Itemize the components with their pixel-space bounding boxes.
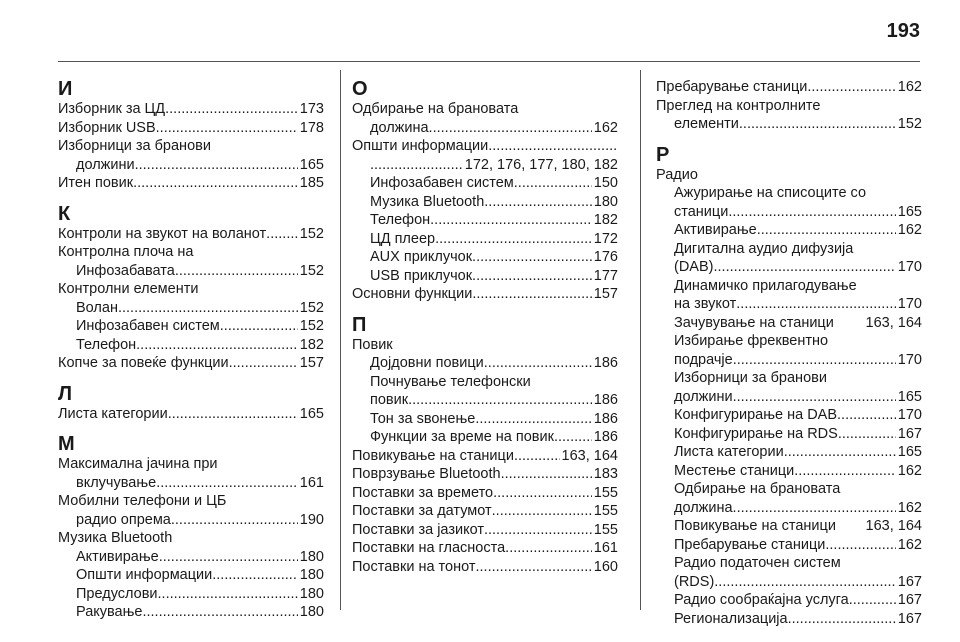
index-term: Радио xyxy=(656,166,698,183)
index-letter-heading: Р xyxy=(656,143,670,166)
index-entry xyxy=(58,174,324,193)
index-subentry xyxy=(58,585,324,604)
page-reference: 170 xyxy=(897,296,922,312)
index-term: на звукот xyxy=(674,296,737,312)
page-reference: 165 xyxy=(299,405,324,422)
page-reference: 157 xyxy=(299,355,324,371)
page-reference: 167 xyxy=(897,592,922,608)
index-term: USB приклучок xyxy=(370,267,473,284)
index-term: Мобилни телефони и ЦБ xyxy=(58,493,227,509)
index-term: Телефон xyxy=(76,336,137,353)
index-term: повик xyxy=(370,392,409,408)
index-term: Поставки за датумот xyxy=(352,503,492,519)
header-rule xyxy=(58,61,920,62)
dot-leader xyxy=(266,225,298,244)
dot-leader xyxy=(484,354,592,373)
dot-leader xyxy=(514,447,560,466)
dot-leader xyxy=(159,548,298,567)
dot-leader xyxy=(488,137,618,156)
page-reference: 165 xyxy=(897,203,922,220)
index-term: (RDS) xyxy=(674,573,715,590)
page-reference: 167 xyxy=(897,573,922,590)
index-entry xyxy=(58,280,324,299)
index-entry xyxy=(352,285,618,304)
index-entry xyxy=(352,465,618,484)
page-reference: 162 xyxy=(897,79,922,95)
dot-leader xyxy=(476,558,592,577)
index-term: Основни функции xyxy=(352,286,473,302)
index-term: Функции за време на повик xyxy=(370,429,554,445)
page-reference: 180 xyxy=(299,585,324,602)
index-term: Конфигурирање на RDS xyxy=(674,425,838,442)
index-subentry xyxy=(352,248,618,267)
index-term: Преглед на контролните xyxy=(656,97,821,114)
page-reference: 172, 176, 177, 180, 182 xyxy=(464,156,618,173)
index-entry xyxy=(58,354,324,373)
index-term: Инфозабавен систем xyxy=(370,175,514,191)
page-reference: 182 xyxy=(593,212,618,228)
index-term: AUX приклучок xyxy=(370,249,473,265)
index-term: Телефон xyxy=(370,212,431,228)
index-term: Инфозабавата xyxy=(76,262,175,279)
page-reference: 155 xyxy=(593,521,618,538)
dot-leader xyxy=(142,603,297,622)
dot-leader xyxy=(475,410,591,429)
index-term: Музика Bluetooth xyxy=(370,193,485,210)
index-subentry xyxy=(352,230,618,249)
index-subentry xyxy=(58,336,324,355)
dot-leader xyxy=(136,336,298,355)
dot-leader xyxy=(171,511,298,530)
index-subentry xyxy=(656,462,922,481)
index-subentry xyxy=(656,591,922,610)
index-subentry xyxy=(656,406,922,425)
index-term: Регионализација xyxy=(674,610,788,627)
page-reference: 185 xyxy=(299,175,324,191)
dot-leader xyxy=(733,388,896,407)
index-term: ЦД плеер xyxy=(370,230,436,247)
page-reference: 170 xyxy=(897,407,922,423)
index-term: Листа категории xyxy=(674,444,784,460)
page-reference: 163, 164 xyxy=(561,447,618,464)
index-subentry xyxy=(58,603,324,622)
index-subentry xyxy=(656,480,922,517)
index-subentry xyxy=(352,354,618,373)
dot-leader xyxy=(713,258,895,277)
index-term: должина xyxy=(370,119,429,136)
index-entry xyxy=(352,100,618,137)
index-entry xyxy=(58,225,324,244)
index-term: Поставки на гласноста xyxy=(352,540,506,556)
page-reference: 161 xyxy=(299,474,324,491)
index-letter-heading: И xyxy=(58,78,73,100)
index-column-1 xyxy=(58,78,324,622)
page-reference: 180 xyxy=(299,567,324,583)
dot-leader xyxy=(212,566,298,585)
index-term: должини xyxy=(674,388,733,405)
index-term: Максимална јачина при xyxy=(58,456,218,472)
dot-leader xyxy=(733,499,896,518)
dot-leader xyxy=(472,248,592,267)
page-reference: 162 xyxy=(897,499,922,516)
index-column-3 xyxy=(656,78,922,628)
page-reference: 177 xyxy=(593,267,618,284)
dot-leader xyxy=(733,351,896,370)
index-entry xyxy=(352,336,618,355)
index-subentry xyxy=(656,425,922,444)
page-reference: 167 xyxy=(897,610,922,627)
index-subentry xyxy=(656,277,922,314)
index-entry xyxy=(656,97,922,134)
index-subentry xyxy=(352,211,618,230)
page-reference: 152 xyxy=(299,225,324,242)
index-term: Конфигурирање на DAB xyxy=(674,407,838,423)
dot-leader xyxy=(794,462,896,481)
dot-leader xyxy=(408,391,592,410)
dot-leader xyxy=(435,230,592,249)
page-reference: 167 xyxy=(897,425,922,442)
index-term: Пребарување станици xyxy=(674,536,826,553)
dot-leader xyxy=(135,156,298,175)
index-term: Музика Bluetooth xyxy=(58,530,173,546)
index-term: Контролна плоча на xyxy=(58,244,194,260)
dot-leader xyxy=(229,354,298,373)
index-term: (DAB) xyxy=(674,259,714,275)
page-reference: 172 xyxy=(593,230,618,247)
index-entry xyxy=(352,447,618,466)
index-term: Повикување на станици xyxy=(674,518,836,534)
page-reference: 165 xyxy=(299,156,324,173)
dot-leader xyxy=(156,474,298,493)
index-term: станици xyxy=(674,203,729,220)
dot-leader xyxy=(493,484,592,503)
index-term: Изборници за бранови xyxy=(674,370,827,386)
index-subentry xyxy=(58,566,324,585)
index-subentry xyxy=(352,428,618,447)
index-entry xyxy=(58,119,324,138)
index-term: Волан xyxy=(76,299,118,316)
dot-leader xyxy=(220,317,298,336)
dot-leader xyxy=(133,174,298,193)
page-reference: 180 xyxy=(593,193,618,210)
page-reference: 186 xyxy=(593,429,618,445)
index-subentry xyxy=(352,410,618,429)
index-letter-heading: М xyxy=(58,433,75,455)
index-subentry xyxy=(656,314,922,333)
index-term: Избирање фреквентно xyxy=(674,333,829,349)
index-term: подрачје xyxy=(674,351,733,368)
dot-leader xyxy=(492,502,592,521)
page-reference: 155 xyxy=(593,484,618,501)
index-entry xyxy=(352,502,618,521)
index-subentry xyxy=(352,373,618,410)
index-entry xyxy=(58,455,324,492)
dot-leader xyxy=(736,295,896,314)
page-reference: 170 xyxy=(897,259,922,275)
dot-leader xyxy=(158,585,298,604)
dot-leader xyxy=(168,405,298,424)
index-term: Одбирање на брановата xyxy=(674,481,841,497)
page-reference: 163, 164 xyxy=(865,314,922,331)
index-term: Поставки за јазикот xyxy=(352,521,484,538)
page-reference: 165 xyxy=(897,388,922,405)
index-term: Поставки на тонот xyxy=(352,558,476,575)
page-reference: 182 xyxy=(299,336,324,353)
index-term: елементи xyxy=(674,116,739,132)
index-term: радио опрема xyxy=(76,511,171,528)
dot-leader xyxy=(505,539,592,558)
index-term: Местење станици xyxy=(674,462,795,479)
index-subentry xyxy=(58,299,324,318)
dot-leader xyxy=(837,406,896,425)
index-term: Активирање xyxy=(674,222,757,238)
dot-leader xyxy=(714,573,896,592)
index-column-2 xyxy=(352,78,618,576)
page-reference: 162 xyxy=(897,222,922,238)
page-reference: 162 xyxy=(593,119,618,136)
dot-leader xyxy=(728,203,895,222)
dot-leader xyxy=(118,299,298,318)
index-entry xyxy=(352,539,618,558)
index-term: Зачувување на станици xyxy=(674,314,834,331)
page-reference: 178 xyxy=(299,119,324,136)
index-term: Општи информации xyxy=(352,138,489,154)
page-reference: 152 xyxy=(299,318,324,334)
dot-leader xyxy=(757,221,896,240)
page-reference: 152 xyxy=(299,299,324,316)
index-entry xyxy=(58,137,324,174)
index-term: Одбирање на брановата xyxy=(352,101,519,117)
index-term: Изборник за ЦД xyxy=(58,101,166,117)
index-term: Инфозабавен систем xyxy=(76,318,220,334)
page-reference: 163, 164 xyxy=(865,518,922,534)
index-entry xyxy=(352,521,618,540)
dot-leader xyxy=(472,267,592,286)
index-subentry xyxy=(656,332,922,369)
page-reference: 152 xyxy=(897,116,922,132)
index-term: Изборник USB xyxy=(58,119,156,136)
page-reference: 152 xyxy=(299,262,324,279)
page-reference: 170 xyxy=(897,351,922,368)
index-term: должина xyxy=(674,499,733,516)
page-reference: 150 xyxy=(593,175,618,191)
index-letter-heading: Л xyxy=(58,382,73,405)
index-term: Листа категории xyxy=(58,405,168,422)
index-term: Контролни елементи xyxy=(58,281,199,297)
page-reference: 157 xyxy=(593,286,618,302)
index-entry xyxy=(656,166,922,185)
dot-leader xyxy=(788,610,896,629)
index-term: Повик xyxy=(352,336,393,353)
page-reference: 186 xyxy=(593,355,618,371)
dot-leader xyxy=(807,78,895,97)
index-term: Ажурирање на списоците со xyxy=(674,185,867,201)
dot-leader xyxy=(739,115,896,134)
index-entry xyxy=(58,405,324,424)
page-reference: 162 xyxy=(897,536,922,553)
index-term: Поврзување Bluetooth xyxy=(352,466,501,482)
index-term: Општи информации xyxy=(76,567,213,583)
column-divider xyxy=(340,70,341,610)
page-reference: 176 xyxy=(593,249,618,265)
dot-leader xyxy=(484,521,592,540)
dot-leader xyxy=(165,100,298,119)
index-term: Копче за повеќе функции xyxy=(58,355,229,371)
index-letter-heading: К xyxy=(58,202,71,225)
index-term: Итен повик xyxy=(58,175,134,191)
index-term: Почнување телефонски xyxy=(370,373,531,390)
page-reference: 165 xyxy=(897,444,922,460)
dot-leader xyxy=(849,591,896,610)
index-subentry xyxy=(656,517,922,536)
index-term: Тон за ѕвонење xyxy=(370,410,476,427)
index-subentry xyxy=(656,610,922,629)
index-term: Радио сообраќајна услуга xyxy=(674,592,849,608)
dot-leader xyxy=(430,211,592,230)
page-reference: 162 xyxy=(897,462,922,479)
dot-leader xyxy=(554,428,592,447)
index-subentry xyxy=(352,193,618,212)
index-entry xyxy=(352,484,618,503)
index-subentry xyxy=(656,240,922,277)
page-reference: 160 xyxy=(593,558,618,575)
index-entry xyxy=(656,78,922,97)
index-subentry xyxy=(656,554,922,591)
index-term: Дојдовни повици xyxy=(370,355,484,371)
page-reference: 180 xyxy=(299,548,324,565)
index-term: Предуслови xyxy=(76,585,158,602)
index-term: должини xyxy=(76,156,135,173)
index-term: Поставки за времето xyxy=(352,484,494,501)
page-reference: 186 xyxy=(593,410,618,427)
index-term: Контроли на звукот на воланот xyxy=(58,225,267,242)
index-entry xyxy=(58,529,324,548)
dot-leader xyxy=(825,536,895,555)
index-term: Динамичко прилагодување xyxy=(674,277,857,294)
page-reference: 173 xyxy=(299,101,324,117)
page-reference: 180 xyxy=(299,604,324,620)
index-subentry xyxy=(58,317,324,336)
index-subentry xyxy=(656,184,922,221)
index-term: Ракување xyxy=(76,604,143,620)
index-subentry xyxy=(352,174,618,193)
dot-leader xyxy=(472,285,591,304)
index-term: Радио податочен систем xyxy=(674,555,841,571)
dot-leader xyxy=(501,465,592,484)
index-subentry xyxy=(656,221,922,240)
page-reference: 161 xyxy=(593,540,618,556)
dot-leader xyxy=(838,425,896,444)
index-term: вклучување xyxy=(76,474,157,491)
index-term: Изборници за бранови xyxy=(58,138,211,154)
index-entry xyxy=(58,492,324,529)
index-entry xyxy=(352,137,618,174)
index-letter-heading: О xyxy=(352,78,368,100)
index-entry xyxy=(352,558,618,577)
page-reference: 155 xyxy=(593,503,618,519)
column-divider xyxy=(640,70,641,610)
index-entry xyxy=(58,100,324,119)
index-subentry xyxy=(352,267,618,286)
page-reference: 186 xyxy=(593,392,618,408)
index-letter-heading: П xyxy=(352,313,367,336)
dot-leader xyxy=(429,119,592,138)
page-reference: 183 xyxy=(593,466,618,482)
index-subentry xyxy=(656,369,922,406)
dot-leader xyxy=(156,119,298,138)
index-subentry xyxy=(656,443,922,462)
dot-leader xyxy=(370,156,463,175)
index-subentry xyxy=(656,536,922,555)
page-number: 193 xyxy=(886,20,920,42)
index-entry xyxy=(58,243,324,280)
dot-leader xyxy=(784,443,896,462)
page-reference: 190 xyxy=(299,511,324,528)
index-term: Пребарување станици xyxy=(656,79,808,95)
index-subentry xyxy=(58,548,324,567)
dot-leader xyxy=(514,174,592,193)
index-term: Повикување на станици xyxy=(352,447,514,464)
dot-leader xyxy=(175,262,298,281)
index-term: Активирање xyxy=(76,548,159,565)
dot-leader xyxy=(484,193,592,212)
index-term: Дигитална аудио дифузија xyxy=(674,240,854,257)
